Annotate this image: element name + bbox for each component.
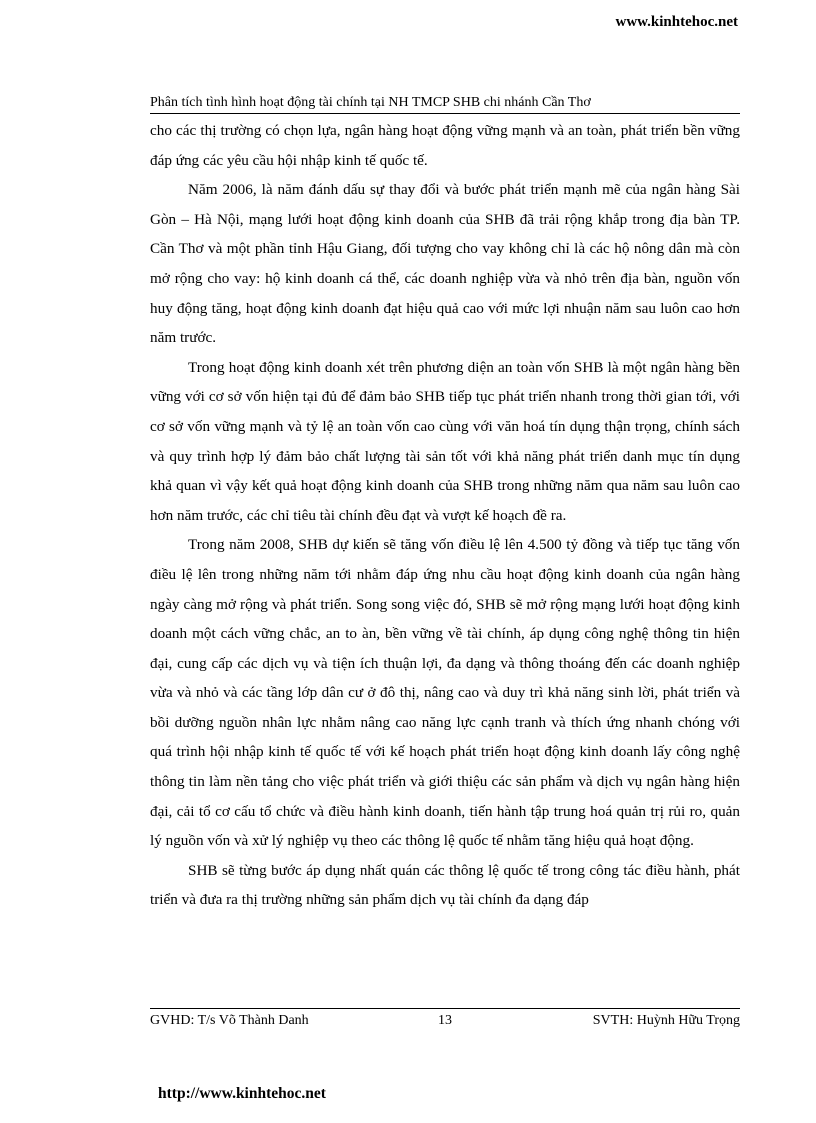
- site-url-top: www.kinhtehoc.net: [615, 14, 738, 30]
- page-number: 13: [438, 1013, 452, 1028]
- paragraph: Trong năm 2008, SHB dự kiến sẽ tăng vốn điều lệ lên 4.500 tỷ đồng và tiếp tục tăng vốn điều lệ lên trong những năm tới nhằm đáp ứng nhu cầu hoạt động kinh doanh của ngân hàng ngày càng mở rộng và phát triển. Song song việc đó, SHB sẽ mở rộng mạng lưới hoạt động kinh doanh một cách vững chắc, an to àn, bền vững về tài chính, áp dụng công nghệ thông tin hiện đại, cung cấp các dịch vụ và tiện ích thuận lợi, đa dạng và thông thoáng đến các doanh nghiệp vừa và nhỏ và các tầng lớp dân cư ở đô thị, nâng cao và duy trì khả năng sinh lời, phát triển và bồi dưỡng nguồn nhân lực nhằm nâng cao năng lực cạnh tranh và thích ứng nhanh chóng với quá trình hội nhập kinh tế quốc tế với kế hoạch phát triển hoạt động kinh doanh lấy công nghệ thông tin làm nền tảng cho việc phát triển và giới thiệu các sản phẩm và dịch vụ ngân hàng hiện đại, cải tổ cơ cấu tổ chức và điều hành kinh doanh, tiến hành tập trung hoá quản trị rủi ro, quản lý nguồn vốn và xử lý nghiệp vụ theo các thông lệ quốc tế nhằm tăng hiệu quả hoạt động.: [150, 536, 740, 850]
- page-footer: [150, 1013, 740, 1033]
- footer-divider: [150, 1008, 740, 1009]
- site-url-bottom[interactable]: http://www.kinhtehoc.net: [158, 1085, 326, 1102]
- paragraph: cho các thị trường có chọn lựa, ngân hàng hoạt động vững mạnh và an toàn, phát triển bền vững đáp ứng các yêu cầu hội nhập kinh tế quốc tế.: [150, 122, 740, 169]
- footer-student: SVTH: Huỳnh Hữu Trọng: [592, 1013, 740, 1028]
- paragraph: Trong hoạt động kinh doanh xét trên phương diện an toàn vốn SHB là một ngân hàng bền vững với cơ sở vốn hiện tại đủ để đảm bảo SHB tiếp tục phát triển nhanh trong thời gian tới, với cơ sở vốn vững mạnh và tỷ lệ an toàn vốn cao cùng với văn hoá tín dụng thận trọng, chính sách và quy trình hợp lý đảm bảo chất lượng tài sản tốt với khả năng phát triển danh mục tín dụng khả quan vì vậy kết quả hoạt động kinh doanh của SHB trong những năm qua năm sau luôn cao hơn năm trước, các chỉ tiêu tài chính đều đạt và vượt kế hoạch đề ra.: [150, 358, 740, 524]
- paragraph: SHB sẽ từng bước áp dụng nhất quán các thông lệ quốc tế trong công tác điều hành, phát triển và đưa ra thị trường những sản phẩm dịch vụ tài chính đa dạng đáp: [150, 861, 740, 909]
- page-header-title: Phân tích tình hình hoạt động tài chính tại NH TMCP SHB chi nhánh Cần Thơ: [150, 95, 740, 114]
- footer-advisor: GVHD: T/s Võ Thành Danh: [150, 1013, 309, 1028]
- document-body: [150, 116, 740, 915]
- paragraph: Năm 2006, là năm đánh dấu sự thay đổi và bước phát triển mạnh mẽ của ngân hàng Sài Gòn – Hà Nội, mạng lưới hoạt động kinh doanh của SHB đã trải rộng khắp trong địa bàn TP. Cần Thơ và một phần tỉnh Hậu Giang, đối tượng cho vay không chỉ là các hộ nông dân mà còn mở rộng cho vay: hộ kinh doanh cá thể, các doanh nghiệp vừa và nhỏ trên địa bàn, nguồn vốn huy động tăng, hoạt động kinh doanh đạt hiệu quả cao với mức lợi nhuận năm sau luôn cao hơn năm trước.: [150, 181, 740, 347]
